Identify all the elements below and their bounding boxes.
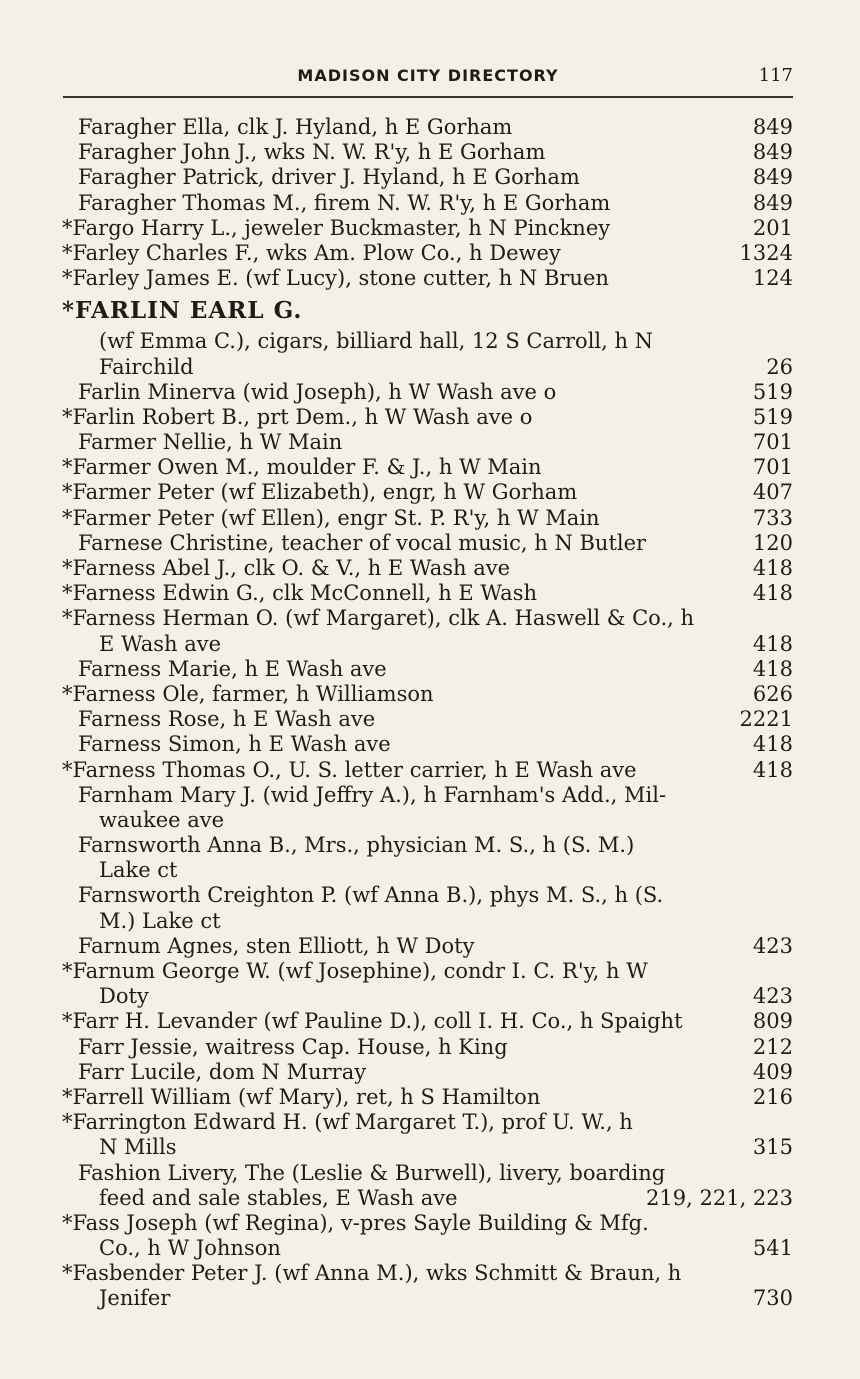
directory-line — [62, 984, 795, 1009]
entry-text: *Farness Herman O. (wf Margaret), clk A. Haswell & Co., h — [62, 606, 694, 631]
house-number: 418 — [752, 581, 793, 606]
entry-text: Farr Jessie, waitress Cap. House, h King — [78, 1034, 508, 1059]
directory-line — [62, 883, 795, 908]
directory-line — [62, 430, 795, 455]
house-number: 423 — [752, 984, 793, 1009]
directory-line — [62, 1161, 795, 1186]
entry-text: *Farrell William (wf Mary), ret, h S Hamilton — [62, 1084, 541, 1109]
directory-line — [62, 934, 795, 959]
directory-line — [62, 1135, 795, 1160]
entry-text: *Fasbender Peter J. (wf Anna M.), wks Schmitt & Braun, h — [62, 1261, 682, 1286]
entry-text: *Farmer Owen M., moulder F. & J., h W Main — [62, 455, 542, 480]
house-number: 124 — [752, 266, 793, 291]
directory-line — [62, 1286, 795, 1311]
house-number: 730 — [752, 1286, 793, 1311]
entry-text: *Farley Charles F., wks Am. Plow Co., h Dewey — [62, 240, 561, 265]
directory-line — [62, 556, 795, 581]
house-number: 26 — [766, 354, 793, 379]
entry-text: *Farley James E. (wf Lucy), stone cutter, h N Bruen — [62, 266, 609, 291]
directory-line — [62, 1085, 795, 1110]
directory-line — [62, 191, 795, 216]
directory-line — [62, 1060, 795, 1085]
directory-line — [62, 783, 795, 808]
entry-text: Fashion Livery, The (Leslie & Burwell), livery, boarding — [78, 1160, 666, 1185]
entry-text: *Farness Abel J., clk O. & V., h E Wash ave — [62, 556, 511, 580]
directory-line — [62, 1009, 795, 1034]
directory-line — [62, 455, 795, 480]
entry-text: Farness Marie, h E Wash ave — [78, 656, 387, 681]
entry-text: Farnese Christine, teacher of vocal music, h N Butler — [78, 530, 647, 555]
entry-text: feed and sale stables, E Wash ave — [99, 1185, 458, 1210]
entry-text: waukee ave — [99, 807, 225, 832]
house-number: 519 — [752, 404, 793, 429]
entry-text: *Fargo Harry L., jeweler Buckmaster, h N Pinckney — [62, 215, 611, 240]
directory-line — [62, 707, 795, 732]
directory-line — [62, 858, 795, 883]
house-number: 849 — [752, 165, 793, 190]
directory-line — [62, 1186, 795, 1211]
entry-text: Co., h W Johnson — [99, 1236, 281, 1261]
house-number: 809 — [752, 1009, 793, 1034]
house-number: 1324 — [739, 240, 793, 265]
directory-line — [62, 657, 795, 682]
directory-line — [62, 216, 795, 241]
house-number: 219, 221, 223 — [646, 1185, 793, 1210]
entry-text: *Farnum George W. (wf Josephine), condr I. C. R'y, h W — [62, 959, 648, 983]
entry-text: *Farmer Peter (wf Elizabeth), engr, h W Gorham — [62, 480, 578, 505]
directory-line — [62, 1035, 795, 1060]
directory-line — [62, 758, 795, 783]
house-number: 418 — [752, 631, 793, 656]
entry-text: Faragher John J., wks N. W. R'y, h E Gorham — [78, 140, 546, 165]
entry-text: *Farness Thomas O., U. S. letter carrier, h E Wash ave — [62, 757, 637, 782]
house-number: 519 — [752, 379, 793, 404]
directory-line — [62, 380, 795, 405]
entry-text: *FARLIN EARL G. — [62, 297, 303, 325]
house-number: 201 — [752, 215, 793, 240]
entry-text: Doty — [99, 984, 149, 1009]
directory-heading — [62, 291, 795, 329]
entry-text: *Fass Joseph (wf Regina), v-pres Sayle Building & Mfg. — [62, 1210, 649, 1235]
directory-line — [62, 581, 795, 606]
entry-text: E Wash ave — [99, 631, 222, 656]
directory-line — [62, 1211, 795, 1236]
entry-text: Faragher Patrick, driver J. Hyland, h E Gorham — [78, 165, 580, 190]
entry-text: Farmer Nellie, h W Main — [78, 430, 343, 455]
directory-line — [62, 165, 795, 190]
house-number: 418 — [752, 732, 793, 757]
directory-line — [62, 531, 795, 556]
entry-text: M.) Lake ct — [99, 908, 221, 933]
entry-text: Lake ct — [99, 858, 178, 883]
directory-line — [62, 266, 795, 291]
entry-text: *Farlin Robert B., prt Dem., h W Wash ave o — [62, 404, 533, 429]
directory-line — [62, 682, 795, 707]
directory-entries — [62, 115, 795, 1312]
house-number: 409 — [752, 1059, 793, 1084]
directory-line — [62, 480, 795, 505]
entry-text: Farness Simon, h E Wash ave — [78, 732, 391, 757]
house-number: 216 — [752, 1084, 793, 1109]
entry-text: *Farness Edwin G., clk McConnell, h E Wash — [62, 581, 538, 606]
directory-line — [62, 1236, 795, 1261]
directory-line — [62, 1110, 795, 1135]
directory-line — [62, 355, 795, 380]
house-number: 541 — [752, 1236, 793, 1261]
entry-text: N Mills — [99, 1135, 177, 1160]
house-number: 418 — [752, 656, 793, 681]
page-title: MADISON CITY DIRECTORY — [297, 66, 559, 85]
directory-line — [62, 140, 795, 165]
entry-text: Farness Rose, h E Wash ave — [78, 707, 376, 732]
directory-line — [62, 329, 795, 354]
house-number: 849 — [752, 115, 793, 139]
house-number: 120 — [752, 530, 793, 555]
entry-text: Farnham Mary J. (wid Jeffry A.), h Farnham's Add., Mil- — [78, 782, 667, 807]
house-number: 315 — [752, 1135, 793, 1160]
entry-text: *Farmer Peter (wf Ellen), engr St. P. R'y, h W Main — [62, 505, 600, 530]
entry-text: Faragher Thomas M., firem N. W. R'y, h E Gorham — [78, 190, 611, 215]
directory-line — [62, 632, 795, 657]
entry-text: Farnum Agnes, sten Elliott, h W Doty — [78, 933, 475, 958]
house-number: 423 — [752, 933, 793, 958]
house-number: 407 — [752, 480, 793, 505]
house-number: 849 — [752, 190, 793, 215]
house-number: 701 — [752, 430, 793, 455]
directory-line — [62, 808, 795, 833]
house-number: 626 — [752, 681, 793, 706]
house-number: 2221 — [739, 707, 793, 732]
directory-line — [62, 833, 795, 858]
directory-line — [62, 1261, 795, 1286]
house-number: 849 — [752, 140, 793, 165]
directory-line — [62, 115, 795, 140]
page-header — [63, 60, 793, 98]
page-number: 117 — [758, 65, 793, 86]
entry-text: Farnsworth Creighton P. (wf Anna B.), phys M. S., h (S. — [78, 883, 664, 908]
directory-line — [62, 606, 795, 631]
entry-text: Faragher Ella, clk J. Hyland, h E Gorham — [78, 115, 513, 139]
entry-text: Farnsworth Anna B., Mrs., physician M. S., h (S. M.) — [78, 833, 635, 858]
house-number: 418 — [752, 757, 793, 782]
house-number: 733 — [752, 505, 793, 530]
entry-text: *Farr H. Levander (wf Pauline D.), coll I. H. Co., h Spaight — [62, 1009, 683, 1034]
entry-text: *Farness Ole, farmer, h Williamson — [62, 681, 434, 706]
house-number: 701 — [752, 455, 793, 480]
entry-text: (wf Emma C.), cigars, billiard hall, 12 S Carroll, h N — [99, 329, 654, 354]
entry-text: Farlin Minerva (wid Joseph), h W Wash ave o — [78, 379, 557, 404]
directory-line — [62, 732, 795, 757]
house-number: 212 — [752, 1034, 793, 1059]
directory-line — [62, 405, 795, 430]
entry-text: *Farrington Edward H. (wf Margaret T.), prof U. W., h — [62, 1110, 633, 1135]
directory-line — [62, 959, 795, 984]
entry-text: Fairchild — [99, 354, 194, 379]
house-number: 418 — [752, 556, 793, 580]
directory-line — [62, 506, 795, 531]
directory-line — [62, 241, 795, 266]
directory-line — [62, 909, 795, 934]
entry-text: Farr Lucile, dom N Murray — [78, 1059, 367, 1084]
entry-text: Jenifer — [99, 1286, 171, 1311]
